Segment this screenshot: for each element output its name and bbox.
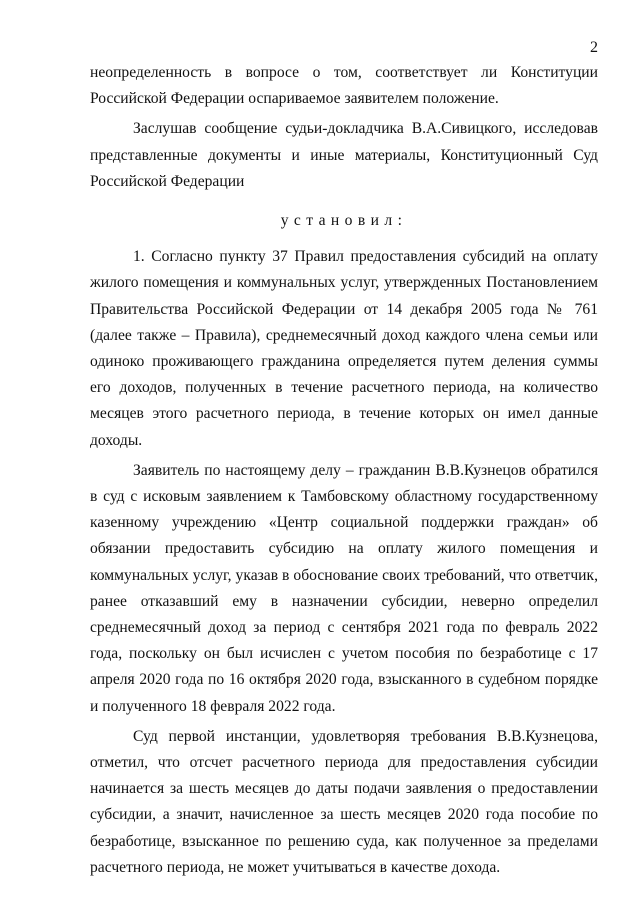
- paragraph-continuation: неопределенность в вопросе о том, соответствует ли Конституции Российской Федерации оспариваемое заявителем положение.: [90, 64, 598, 108]
- page-number: 2: [590, 39, 598, 56]
- paragraph-applicant: Заявитель по настоящему делу – гражданин В.В.Кузнецов обратился в суд с исковым заявлением к Тамбовскому областному государственному казенному учреждению «Центр социальной поддержки граждан» об обязании предоставить субсидию на оплату жилого помещения и коммунальных услуг, указав в обоснование своих требований, что ответчик, ранее отказавший ему в назначении субсидии, неверно определил среднемесячный доход за период с сентября 2021 года по февраль 2022 года, поскольку он был исчислен с учетом пособия по безработице с 17 апреля 2020 года по 16 октября 2020 года, взысканного в судебном порядке и полученного 18 февраля 2022 года.: [90, 461, 598, 715]
- paragraph-hearing: Заслушав сообщение судьи-докладчика В.А.Сивицкого, исследовав представленные документы и иные материалы, Конституционный Суд Российской Федерации: [90, 120, 598, 190]
- paragraph-point-1: 1. Согласно пункту 37 Правил предоставления субсидий на оплату жилого помещения и коммунальных услуг, утвержденных Постановлением Правительства Российской Федерации от 14 декабря 2005 года № 761 (далее также – Правила), среднемесячный доход каждого члена семьи или одиноко проживающего гражданина определяется путем деления суммы его доходов, полученных в течение расчетного периода, на количество месяцев этого расчетного периода, в течение которых он имел данные доходы.: [90, 248, 598, 449]
- paragraph-first-instance: Суд первой инстанции, удовлетворяя требования В.В.Кузнецова, отметил, что отсчет расчетного периода для предоставления субсидии начинается за шесть месяцев до даты подачи заявления о предоставлении субсидии, а значит, начисленное за шесть месяцев 2020 года пособие по безработице, взысканное по решению суда, как полученное за пределами расчетного периода, не может учитываться в качестве дохода.: [90, 727, 598, 876]
- decision-heading: установил:: [280, 212, 408, 230]
- document-body: [90, 60, 598, 881]
